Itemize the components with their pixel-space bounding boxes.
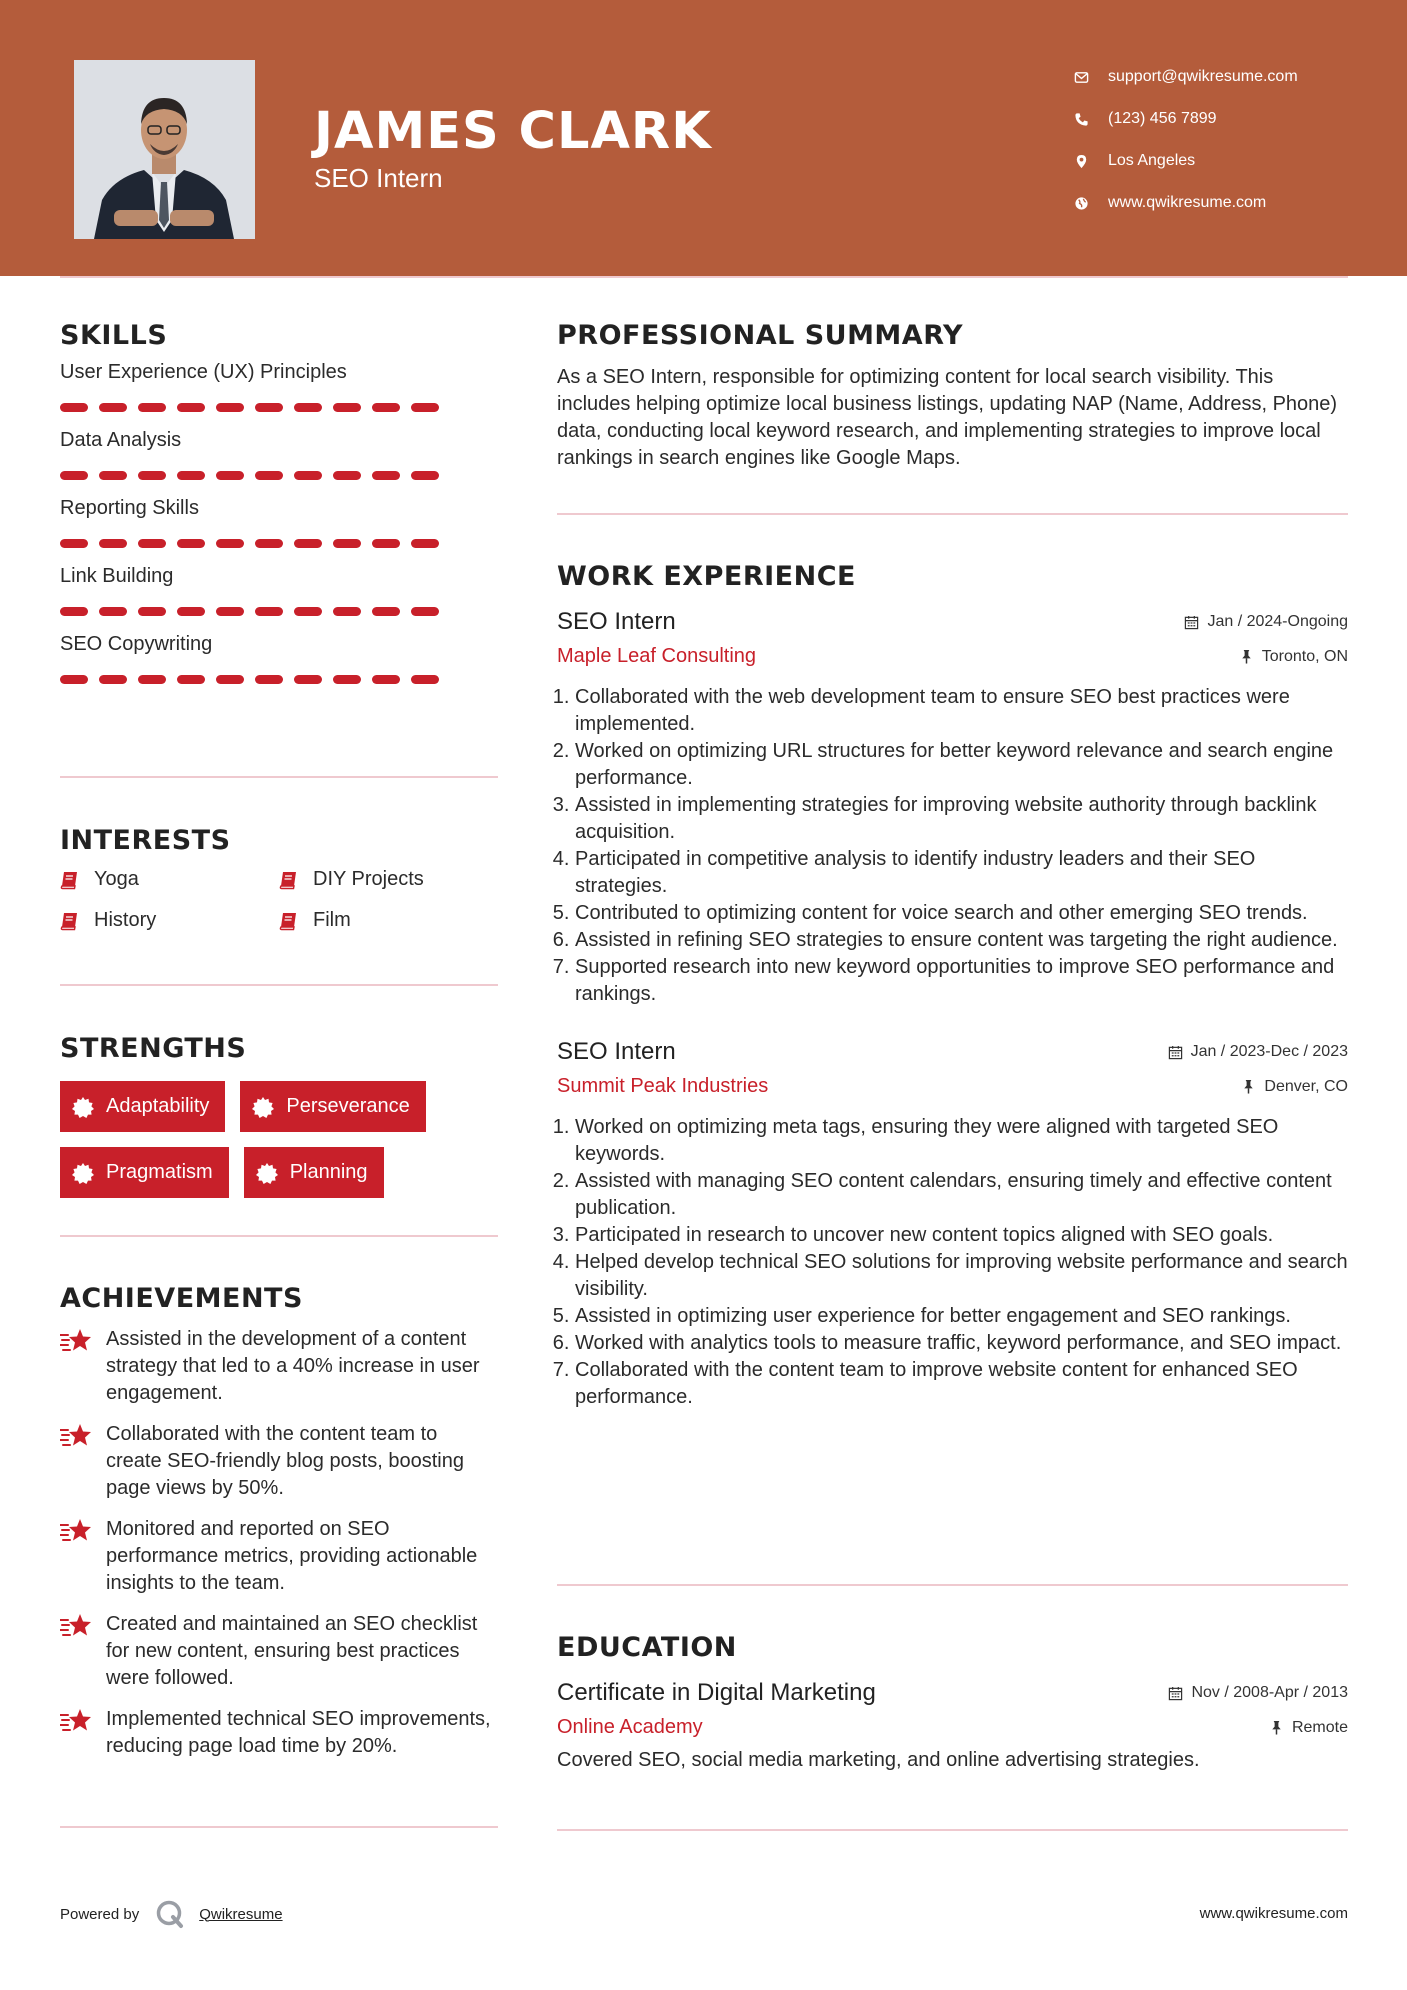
skill-level-dash xyxy=(177,403,205,412)
strength-label: Pragmatism xyxy=(106,1161,213,1183)
calendar-icon xyxy=(1168,1686,1183,1701)
qwikresume-link[interactable]: Qwikresume xyxy=(199,1905,283,1923)
duty-item: 6. Assisted in refining SEO strategies to ensure content was targeting the right audience. xyxy=(575,927,1348,954)
interest-label: Yoga xyxy=(94,868,139,890)
duty-item: 1. Worked on optimizing meta tags, ensuring they were aligned with targeted SEO keywords. xyxy=(575,1114,1348,1168)
skill-level-bar xyxy=(60,675,498,685)
skill-level-dash xyxy=(372,539,400,548)
skill-level-dash xyxy=(294,471,322,480)
summary-heading: PROFESSIONAL SUMMARY xyxy=(557,320,964,351)
experience-section xyxy=(557,561,1348,1411)
phone-icon xyxy=(1074,112,1108,127)
education-dates xyxy=(1168,1684,1348,1702)
skill-level-dash xyxy=(99,607,127,616)
profile-photo xyxy=(74,60,255,239)
header xyxy=(0,0,1407,276)
pushpin-icon xyxy=(1269,1720,1284,1735)
candidate-title: SEO Intern xyxy=(314,163,443,193)
education-section xyxy=(557,1632,1348,1774)
skill-level-dash xyxy=(177,539,205,548)
achievement-text: Implemented technical SEO improvements, reducing page load time by 20%. xyxy=(106,1708,491,1757)
contact-phone-text: (123) 456 7899 xyxy=(1108,110,1217,127)
interest-label: Film xyxy=(313,909,351,931)
interests-heading: INTERESTS xyxy=(60,825,231,856)
job-entry xyxy=(557,1038,1348,1411)
skill-name: User Experience (UX) Principles xyxy=(60,361,347,383)
skill-level-bar xyxy=(60,607,498,617)
duty-item: 5. Contributed to optimizing content for voice search and other emerging SEO trends. xyxy=(575,900,1348,927)
skill-level-dash xyxy=(138,675,166,684)
skill-level-dash xyxy=(333,539,361,548)
skill-item xyxy=(60,565,498,617)
achievement-text: Assisted in the development of a content strategy that led to a 40% increase in user engagement. xyxy=(106,1328,480,1404)
skill-level-dash xyxy=(294,675,322,684)
skills-section xyxy=(60,320,498,685)
achievement-text: Monitored and reported on SEO performance metrics, providing actionable insights to the team. xyxy=(106,1518,478,1594)
skill-level-dash xyxy=(294,607,322,616)
strength-label: Planning xyxy=(289,1161,368,1183)
achievement-text: Created and maintained an SEO checklist for new content, ensuring best practices were followed. xyxy=(106,1613,478,1689)
skill-level-dash xyxy=(411,675,439,684)
skill-level-dash xyxy=(372,471,400,480)
section-divider xyxy=(60,1826,498,1828)
skill-level-dash xyxy=(255,607,283,616)
section-divider xyxy=(60,984,498,986)
summary-text: As a SEO Intern, responsible for optimizing content for local search visibility. This includes helping optimize local business listings, updating NAP (Name, Address, Phone) data, conducting local keyword research, and implementing strategies to improve local rankings in search engines like Google Maps. xyxy=(557,366,1338,469)
job-location xyxy=(1241,1078,1348,1096)
achievement-item xyxy=(60,1706,498,1760)
job-location-text: Toronto, ON xyxy=(1261,647,1348,665)
skill-name: Data Analysis xyxy=(60,429,182,451)
strengths-section xyxy=(60,1033,498,1198)
skill-level-dash xyxy=(60,403,88,412)
education-location xyxy=(1269,1719,1348,1737)
location-pin-icon xyxy=(1074,154,1108,169)
job-title: SEO Intern xyxy=(557,1038,676,1065)
contact-email-text: support@qwikresume.com xyxy=(1108,68,1298,85)
left-column xyxy=(60,320,498,1757)
skill-level-dash xyxy=(372,607,400,616)
interest-item xyxy=(60,868,279,891)
skill-level-dash xyxy=(255,471,283,480)
skill-level-dash xyxy=(138,471,166,480)
calendar-icon xyxy=(1184,615,1199,630)
education-heading: EDUCATION xyxy=(557,1632,737,1663)
skill-level-dash xyxy=(138,539,166,548)
skill-level-dash xyxy=(255,675,283,684)
duty-item: 3. Assisted in implementing strategies for improving website authority through backlink acquisition. xyxy=(575,792,1348,846)
duty-item: 1. Collaborated with the web development team to ensure SEO best practices were implemented. xyxy=(575,684,1348,738)
pushpin-icon xyxy=(1241,1079,1256,1094)
right-column xyxy=(557,320,1348,1771)
duty-item: 2. Assisted with managing SEO content calendars, ensuring timely and effective content publication. xyxy=(575,1168,1348,1222)
shooting-star-icon xyxy=(60,1707,92,1735)
skill-level-dash xyxy=(216,607,244,616)
skill-level-dash xyxy=(216,675,244,684)
duty-list xyxy=(557,684,1348,1008)
skill-level-dash xyxy=(99,675,127,684)
strength-badge xyxy=(244,1147,384,1198)
job-dates-text: Jan / 2023-Dec / 2023 xyxy=(1190,1043,1348,1060)
skill-name: SEO Copywriting xyxy=(60,633,213,655)
summary-section xyxy=(557,320,1348,472)
pushpin-icon xyxy=(1239,649,1254,664)
shooting-star-icon xyxy=(60,1612,92,1640)
company-name: Summit Peak Industries xyxy=(557,1075,769,1097)
interests-section xyxy=(60,825,498,932)
badge-seal-icon xyxy=(72,1162,94,1184)
skill-level-dash xyxy=(411,471,439,480)
badge-seal-icon xyxy=(252,1096,274,1118)
skill-level-dash xyxy=(177,607,205,616)
skill-level-dash xyxy=(372,403,400,412)
badge-seal-icon xyxy=(256,1162,278,1184)
achievements-section xyxy=(60,1283,498,1760)
skill-item xyxy=(60,497,498,549)
job-dates xyxy=(1168,1043,1348,1061)
section-divider xyxy=(557,1584,1348,1586)
skill-level-dash xyxy=(138,607,166,616)
interest-item xyxy=(279,909,498,932)
interest-label: History xyxy=(94,909,157,931)
contact-location xyxy=(1074,140,1298,182)
skill-level-dash xyxy=(177,471,205,480)
skill-name: Reporting Skills xyxy=(60,497,199,519)
section-divider xyxy=(60,1235,498,1237)
job-location-text: Denver, CO xyxy=(1264,1077,1348,1095)
shooting-star-icon xyxy=(60,1422,92,1450)
skill-level-dash xyxy=(99,471,127,480)
skill-level-dash xyxy=(60,471,88,480)
book-icon xyxy=(60,911,80,931)
book-icon xyxy=(60,870,80,890)
duty-item: 2. Worked on optimizing URL structures for better keyword relevance and search engine performance. xyxy=(575,738,1348,792)
achievements-heading: ACHIEVEMENTS xyxy=(60,1283,303,1314)
skill-level-dash xyxy=(99,403,127,412)
strength-badge xyxy=(240,1081,425,1132)
duty-list xyxy=(557,1114,1348,1411)
duty-item: 7. Supported research into new keyword opportunities to improve SEO performance and rankings. xyxy=(575,954,1348,1008)
skill-level-dash xyxy=(138,403,166,412)
achievement-item xyxy=(60,1326,498,1407)
strength-badge xyxy=(60,1147,229,1198)
interest-item xyxy=(279,868,498,891)
job-title: SEO Intern xyxy=(557,608,676,635)
skill-level-dash xyxy=(333,675,361,684)
skill-level-dash xyxy=(411,403,439,412)
skill-level-bar xyxy=(60,539,498,549)
duty-item: 3. Participated in research to uncover new content topics aligned with SEO goals. xyxy=(575,1222,1348,1249)
interest-item xyxy=(60,909,279,932)
duty-item: 4. Helped develop technical SEO solutions for improving website performance and search visibility. xyxy=(575,1249,1348,1303)
skill-item xyxy=(60,361,498,413)
calendar-icon xyxy=(1168,1045,1183,1060)
skill-level-dash xyxy=(411,607,439,616)
contact-website-text: www.qwikresume.com xyxy=(1108,194,1267,211)
skill-name: Link Building xyxy=(60,565,174,587)
book-icon xyxy=(279,870,299,890)
skill-item xyxy=(60,633,498,685)
section-divider xyxy=(557,1829,1348,1831)
skill-level-dash xyxy=(60,539,88,548)
powered-by-label: Powered by xyxy=(60,1905,140,1923)
job-dates xyxy=(1184,613,1348,631)
job-dates-text: Jan / 2024-Ongoing xyxy=(1207,613,1348,630)
skill-level-dash xyxy=(333,471,361,480)
skill-level-dash xyxy=(60,675,88,684)
skill-item xyxy=(60,429,498,481)
skill-level-bar xyxy=(60,471,498,481)
education-description: Covered SEO, social media marketing, and online advertising strategies. xyxy=(557,1749,1200,1771)
skill-level-dash xyxy=(294,403,322,412)
contact-list xyxy=(1074,56,1298,224)
header-divider xyxy=(60,276,1348,278)
badge-seal-icon xyxy=(72,1096,94,1118)
envelope-icon xyxy=(1074,70,1108,85)
qwikresume-logo-icon xyxy=(155,1899,185,1929)
shooting-star-icon xyxy=(60,1517,92,1545)
shooting-star-icon xyxy=(60,1327,92,1355)
skill-level-dash xyxy=(255,539,283,548)
contact-phone[interactable] xyxy=(1074,98,1298,140)
duty-item: 6. Worked with analytics tools to measure traffic, keyword performance, and SEO impact. xyxy=(575,1330,1348,1357)
section-divider xyxy=(557,513,1348,515)
skill-level-dash xyxy=(333,403,361,412)
footer-powered-by xyxy=(60,1899,283,1929)
strength-label: Perseverance xyxy=(286,1095,410,1117)
section-divider xyxy=(60,776,498,778)
skill-level-dash xyxy=(99,539,127,548)
company-name: Maple Leaf Consulting xyxy=(557,645,757,667)
book-icon xyxy=(279,911,299,931)
skill-level-dash xyxy=(411,539,439,548)
strength-label: Adaptability xyxy=(106,1095,210,1117)
contact-email[interactable] xyxy=(1074,56,1298,98)
skills-heading: SKILLS xyxy=(60,320,168,351)
experience-heading: WORK EXPERIENCE xyxy=(557,561,856,592)
skill-level-dash xyxy=(216,471,244,480)
skill-level-dash xyxy=(294,539,322,548)
achievement-item xyxy=(60,1421,498,1502)
globe-icon xyxy=(1074,196,1108,211)
duty-item: 5. Assisted in optimizing user experience for better engagement and SEO rankings. xyxy=(575,1303,1348,1330)
job-location xyxy=(1239,648,1348,666)
education-dates-text: Nov / 2008-Apr / 2013 xyxy=(1191,1684,1348,1701)
contact-website[interactable] xyxy=(1074,182,1298,224)
achievement-text: Collaborated with the content team to create SEO-friendly blog posts, boosting page views by 50%. xyxy=(106,1423,464,1499)
skill-level-dash xyxy=(333,607,361,616)
skill-level-dash xyxy=(60,607,88,616)
duty-item: 7. Collaborated with the content team to improve website content for enhanced SEO performance. xyxy=(575,1357,1348,1411)
strength-badge xyxy=(60,1081,225,1132)
degree-title: Certificate in Digital Marketing xyxy=(557,1679,876,1706)
footer-url[interactable]: www.qwikresume.com xyxy=(1199,1905,1348,1922)
achievement-item xyxy=(60,1516,498,1597)
job-entry xyxy=(557,608,1348,1008)
candidate-name: JAMES CLARK xyxy=(314,102,712,161)
duty-item: 4. Participated in competitive analysis to identify industry leaders and their SEO strategies. xyxy=(575,846,1348,900)
skill-level-dash xyxy=(255,403,283,412)
skill-level-dash xyxy=(177,675,205,684)
skill-level-bar xyxy=(60,403,498,413)
education-location-text: Remote xyxy=(1291,1718,1348,1736)
strengths-heading: STRENGTHS xyxy=(60,1033,247,1064)
skill-level-dash xyxy=(216,539,244,548)
achievement-item xyxy=(60,1611,498,1692)
skill-level-dash xyxy=(216,403,244,412)
school-name: Online Academy xyxy=(557,1716,703,1738)
interest-label: DIY Projects xyxy=(313,868,424,890)
contact-location-text: Los Angeles xyxy=(1108,152,1196,169)
skill-level-dash xyxy=(372,675,400,684)
